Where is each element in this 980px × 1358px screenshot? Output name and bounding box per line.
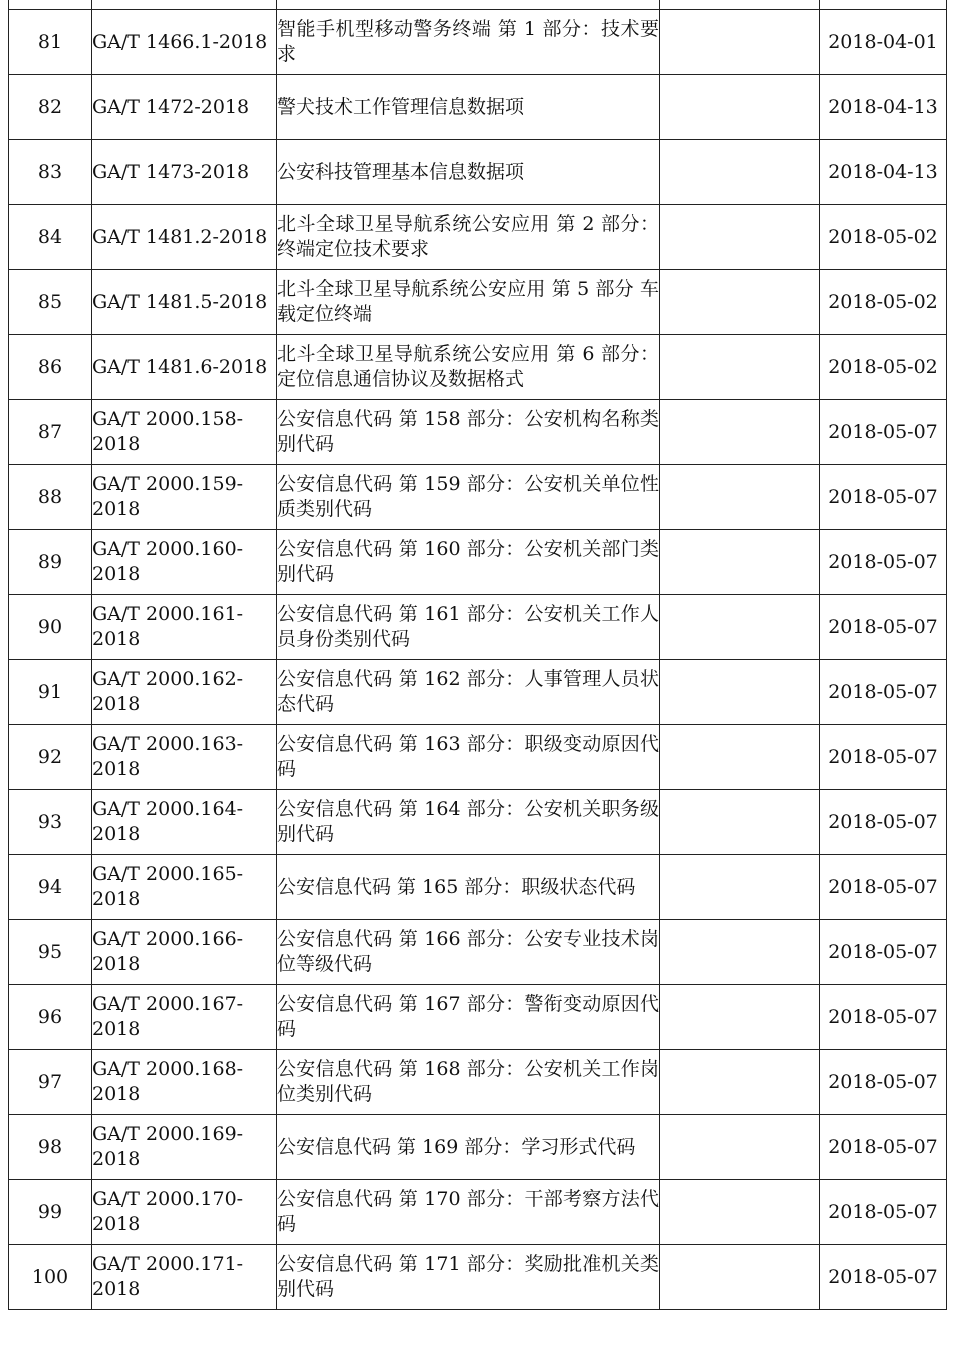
cell-date: 2018-05-07 xyxy=(820,660,947,725)
cell-date: 2018-04-01 xyxy=(820,10,947,75)
cell-standard-code xyxy=(92,140,277,205)
cell-standard-code xyxy=(92,270,277,335)
table-row xyxy=(9,400,947,465)
cell-standard-title: 智能手机型移动警务终端 第 1 部分：技术要求 xyxy=(277,10,660,75)
cell-standard-code xyxy=(92,725,277,790)
table-row xyxy=(9,920,947,985)
table-row xyxy=(9,790,947,855)
cell-date: 2018-04-13 xyxy=(820,75,947,140)
cell-standard-code xyxy=(92,855,277,920)
cell-date: 2018-05-07 xyxy=(820,1115,947,1180)
cell-number: 84 xyxy=(9,205,92,270)
cell-blank xyxy=(660,1050,820,1115)
standards-table-page xyxy=(8,0,947,1310)
cell-date: 2018-05-07 xyxy=(820,790,947,855)
standard-code-text: GA/T 2000.171-2018 xyxy=(92,1253,244,1300)
cell-standard-code xyxy=(92,205,277,270)
cell-standard-title: 北斗全球卫星导航系统公安应用 第 6 部分：定位信息通信协议及数据格式 xyxy=(277,335,660,400)
cell-standard-title: 公安信息代码 第 170 部分：干部考察方法代码 xyxy=(277,1180,660,1245)
cell-date: 2018-05-07 xyxy=(820,595,947,660)
cell-date: 2018-05-02 xyxy=(820,270,947,335)
cell-standard-code xyxy=(92,1115,277,1180)
cell-standard-title: 公安信息代码 第 169 部分：学习形式代码 xyxy=(277,1115,660,1180)
cell-standard-title: 警犬技术工作管理信息数据项 xyxy=(277,75,660,140)
cell-blank xyxy=(660,530,820,595)
cell-standard-code xyxy=(92,0,277,10)
cell-standard-title: 公安信息代码 第 163 部分：职级变动原因代码 xyxy=(277,725,660,790)
cell-standard-title: 公安信息代码 第 167 部分：警衔变动原因代码 xyxy=(277,985,660,1050)
cell-standard-title: 公安信息代码 第 158 部分：公安机构名称类别代码 xyxy=(277,400,660,465)
cell-blank xyxy=(660,205,820,270)
cell-date: 2018-05-07 xyxy=(820,1180,947,1245)
cell-blank xyxy=(660,725,820,790)
cell-date: 2018-05-07 xyxy=(820,1245,947,1310)
standard-code-text: GA/T 2000.162-2018 xyxy=(92,668,244,715)
cell-standard-title: 公安信息代码 第 171 部分：奖励批准机关类别代码 xyxy=(277,1245,660,1310)
standards-table xyxy=(8,0,947,1310)
cell-blank xyxy=(660,400,820,465)
cell-number: 93 xyxy=(9,790,92,855)
standard-code-text: GA/T 2000.169-2018 xyxy=(92,1123,244,1170)
cell-number: 89 xyxy=(9,530,92,595)
cell-standard-code xyxy=(92,75,277,140)
cell-blank xyxy=(660,985,820,1050)
cell-number: 95 xyxy=(9,920,92,985)
cell-number: 100 xyxy=(9,1245,92,1310)
cell-blank xyxy=(660,465,820,530)
cell-number: 82 xyxy=(9,75,92,140)
cell-standard-title: 公安信息代码 第 166 部分：公安专业技术岗位等级代码 xyxy=(277,920,660,985)
cell-date: 2018-04-13 xyxy=(820,140,947,205)
cell-standard-code xyxy=(92,335,277,400)
cell-standard-code xyxy=(92,595,277,660)
table-row xyxy=(9,725,947,790)
cell-number: 94 xyxy=(9,855,92,920)
cell-date: 2018-05-07 xyxy=(820,400,947,465)
cell-blank xyxy=(660,595,820,660)
table-row xyxy=(9,1050,947,1115)
cell-standard-title: 公安信息代码 第 164 部分：公安机关职务级别代码 xyxy=(277,790,660,855)
cell-standard-title: 公安信息代码 第 162 部分：人事管理人员状态代码 xyxy=(277,660,660,725)
cell-standard-code xyxy=(92,985,277,1050)
cell-number: 96 xyxy=(9,985,92,1050)
standard-code-text: GA/T 2000.168-2018 xyxy=(92,1058,244,1105)
cell-standard-title: 公安信息代码 第 168 部分：公安机关工作岗位类别代码 xyxy=(277,1050,660,1115)
standard-code-text: GA/T 1473-2018 xyxy=(92,160,250,183)
cell-date: 2018-05-07 xyxy=(820,855,947,920)
table-row xyxy=(9,205,947,270)
cell-number: 86 xyxy=(9,335,92,400)
standard-code-text: GA/T 1472-2018 xyxy=(92,95,250,118)
table-row xyxy=(9,270,947,335)
cell-date: 2018-05-07 xyxy=(820,920,947,985)
standard-code-text: GA/T 1481.2-2018 xyxy=(92,225,268,248)
standard-code-text: GA/T 1466.1-2018 xyxy=(92,30,268,53)
standard-code-text: GA/T 1481.6-2018 xyxy=(92,355,268,378)
standard-code-text: GA/T 2000.167-2018 xyxy=(92,993,244,1040)
cell-number: 87 xyxy=(9,400,92,465)
table-row xyxy=(9,985,947,1050)
cell-date: 2018-05-07 xyxy=(820,725,947,790)
cell-standard-code xyxy=(92,1245,277,1310)
standard-code-text: GA/T 2000.164-2018 xyxy=(92,798,244,845)
table-row xyxy=(9,10,947,75)
cell-number: 91 xyxy=(9,660,92,725)
cell-standard-title: 公安信息代码 第 159 部分：公安机关单位性质类别代码 xyxy=(277,465,660,530)
table-row xyxy=(9,660,947,725)
cell-standard-code xyxy=(92,465,277,530)
cell-blank xyxy=(660,335,820,400)
cell-standard-code xyxy=(92,1180,277,1245)
cell-standard-code xyxy=(92,400,277,465)
cell-date: 2018-05-07 xyxy=(820,1050,947,1115)
cell-standard-title: 公安科技管理基本信息数据项 xyxy=(277,140,660,205)
cell-blank xyxy=(660,790,820,855)
cell-date xyxy=(820,0,947,10)
standard-code-text: GA/T 1481.5-2018 xyxy=(92,290,268,313)
cell-number: 92 xyxy=(9,725,92,790)
standard-code-text: GA/T 2000.165-2018 xyxy=(92,863,244,910)
cell-standard-title xyxy=(277,0,660,10)
standard-code-text: GA/T 2000.160-2018 xyxy=(92,538,244,585)
cell-number: 97 xyxy=(9,1050,92,1115)
table-row xyxy=(9,595,947,660)
cell-blank xyxy=(660,0,820,10)
cell-number: 99 xyxy=(9,1180,92,1245)
cell-date: 2018-05-07 xyxy=(820,530,947,595)
cell-standard-title: 北斗全球卫星导航系统公安应用 第 5 部分 车载定位终端 xyxy=(277,270,660,335)
cell-standard-code xyxy=(92,1050,277,1115)
cell-standard-title: 北斗全球卫星导航系统公安应用 第 2 部分：终端定位技术要求 xyxy=(277,205,660,270)
cell-number: 83 xyxy=(9,140,92,205)
cell-standard-title: 公安信息代码 第 165 部分：职级状态代码 xyxy=(277,855,660,920)
standard-code-text: GA/T 2000.163-2018 xyxy=(92,733,244,780)
table-row xyxy=(9,855,947,920)
cell-blank xyxy=(660,270,820,335)
cell-standard-code xyxy=(92,920,277,985)
cell-number: 81 xyxy=(9,10,92,75)
table-row xyxy=(9,140,947,205)
table-row xyxy=(9,1115,947,1180)
table-row xyxy=(9,335,947,400)
cell-date: 2018-05-02 xyxy=(820,205,947,270)
standard-code-text: GA/T 2000.161-2018 xyxy=(92,603,244,650)
standard-code-text: GA/T 2000.170-2018 xyxy=(92,1188,244,1235)
table-row-continuation xyxy=(9,0,947,10)
cell-date: 2018-05-07 xyxy=(820,465,947,530)
cell-number: 90 xyxy=(9,595,92,660)
cell-number: 85 xyxy=(9,270,92,335)
cell-standard-code xyxy=(92,790,277,855)
cell-standard-code xyxy=(92,10,277,75)
table-row xyxy=(9,530,947,595)
table-row xyxy=(9,1180,947,1245)
standard-code-text: GA/T 2000.158-2018 xyxy=(92,408,244,455)
table-row xyxy=(9,75,947,140)
cell-blank xyxy=(660,855,820,920)
cell-standard-code xyxy=(92,660,277,725)
cell-date: 2018-05-07 xyxy=(820,985,947,1050)
cell-blank xyxy=(660,75,820,140)
standards-table-body xyxy=(9,0,947,1310)
cell-number: 98 xyxy=(9,1115,92,1180)
cell-blank xyxy=(660,10,820,75)
cell-standard-code xyxy=(92,530,277,595)
cell-blank xyxy=(660,660,820,725)
cell-standard-title: 公安信息代码 第 160 部分：公安机关部门类别代码 xyxy=(277,530,660,595)
cell-blank xyxy=(660,1115,820,1180)
cell-number: 88 xyxy=(9,465,92,530)
standard-code-text: GA/T 2000.159-2018 xyxy=(92,473,244,520)
table-row xyxy=(9,465,947,530)
cell-date: 2018-05-02 xyxy=(820,335,947,400)
cell-blank xyxy=(660,1180,820,1245)
cell-blank xyxy=(660,920,820,985)
table-row xyxy=(9,1245,947,1310)
cell-number xyxy=(9,0,92,10)
cell-blank xyxy=(660,140,820,205)
cell-standard-title: 公安信息代码 第 161 部分：公安机关工作人员身份类别代码 xyxy=(277,595,660,660)
cell-blank xyxy=(660,1245,820,1310)
standard-code-text: GA/T 2000.166-2018 xyxy=(92,928,244,975)
